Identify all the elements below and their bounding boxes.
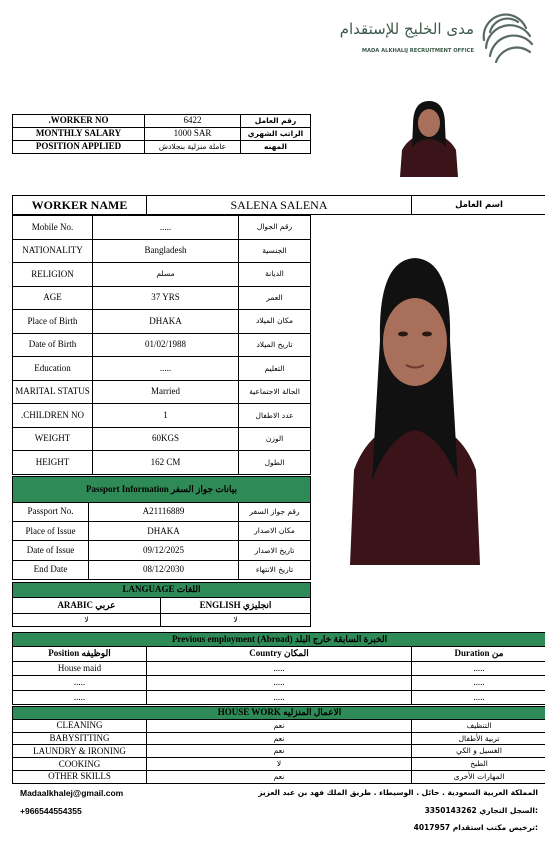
employment-duration: ..... (412, 661, 545, 675)
employment-col-country: Country المكان (147, 647, 412, 661)
worker-name-table (12, 195, 545, 215)
house-work-value: نعم (147, 732, 412, 745)
personal-row-label-ar: مكان الميلاد (239, 310, 311, 334)
personal-row-label-ar: الحالة الاجتماعية (239, 380, 311, 404)
employment-row (13, 690, 545, 704)
passport-row (13, 560, 311, 579)
worker-photo-large (320, 230, 510, 565)
house-work-row (13, 758, 545, 771)
personal-row-value: 37 YRS (93, 286, 239, 310)
personal-row (13, 239, 311, 263)
footer-cr-label: السجل التجاري: (479, 806, 538, 815)
footer-address: المملكة العربية السعودية . حائل . الوسيطاء . طريق الملك فهد بن عبد العزيز (258, 788, 538, 797)
house-work-label: CLEANING (13, 719, 147, 732)
personal-row-label: MARITAL STATUS (13, 380, 93, 404)
personal-row-value: 01/02/1988 (93, 333, 239, 357)
house-work-label: OTHER SKILLS (13, 771, 147, 784)
personal-row (13, 216, 311, 240)
personal-row-value: ..... (93, 216, 239, 240)
passport-section (12, 476, 310, 580)
footer-email: Madaalkhalej@gmail.com (20, 788, 124, 798)
employment-position: ..... (13, 676, 147, 690)
passport-row-label: End Date (13, 560, 89, 579)
personal-row (13, 451, 311, 475)
previous-employment-section (12, 632, 545, 705)
house-work-label: BABYSITTING (13, 732, 147, 745)
position-applied-label-ar: المهنه (241, 141, 311, 154)
monthly-salary-row (13, 128, 311, 141)
english-language-label: ENGLISH انجليزي (161, 598, 311, 613)
house-work-label: LAUNDRY & IRONING (13, 745, 147, 758)
personal-row-label-ar: رقم الجوال (239, 216, 311, 240)
personal-row (13, 333, 311, 357)
house-work-row (13, 745, 545, 758)
worker-no-value: 6422 (145, 115, 241, 128)
monthly-salary-value: 1000 SAR (145, 128, 241, 141)
employment-position: ..... (13, 690, 147, 704)
personal-row-value: DHAKA (93, 310, 239, 334)
personal-row (13, 427, 311, 451)
footer-phone: +966544554355 (20, 806, 82, 816)
personal-row (13, 310, 311, 334)
personal-row (13, 263, 311, 287)
personal-row-label: AGE (13, 286, 93, 310)
top-info-table (12, 114, 310, 154)
worker-name-value: SALENA SALENA (147, 196, 412, 215)
house-work-label-ar: التنظيف (412, 719, 545, 732)
personal-row-label: HEIGHT (13, 451, 93, 475)
passport-row-label-ar: تاريخ الاصدار (239, 541, 311, 560)
house-work-label-ar: المهارات الأخرى (412, 771, 545, 784)
personal-row-label: Place of Birth (13, 310, 93, 334)
passport-row-label: Date of Issue (13, 541, 89, 560)
employment-row (13, 661, 545, 675)
personal-row-label-ar: الديانة (239, 263, 311, 287)
passport-row-value: A21116889 (89, 502, 239, 521)
personal-row-label-ar: الجنسية (239, 239, 311, 263)
worker-no-label: .WORKER NO (13, 115, 145, 128)
employment-duration: ..... (412, 690, 545, 704)
personal-row-label-ar: الوزن (239, 427, 311, 451)
footer-cr-value: 3350143262 (424, 806, 477, 815)
company-logo (334, 10, 539, 70)
house-work-row (13, 719, 545, 732)
logo-english-text: MADA ALKHALIJ RECRUITMENT OFFICE (361, 48, 474, 54)
personal-row-label: Mobile No. (13, 216, 93, 240)
logo-arabic-text: مدى الخليج للإستقدام (339, 20, 474, 38)
passport-row-label-ar: مكان الاصدار (239, 522, 311, 541)
house-work-value: نعم (147, 771, 412, 784)
english-language-value: لا (161, 613, 311, 626)
footer-license (350, 823, 538, 832)
house-work-header: HOUSE WORK الاعمال المنزليه (13, 707, 545, 720)
personal-row-label-ar: عدد الاطفال (239, 404, 311, 428)
language-section (12, 582, 310, 627)
house-work-label-ar: الطبخ (412, 758, 545, 771)
passport-row-label-ar: تاريخ الانتهاء (239, 560, 311, 579)
worker-no-row (13, 115, 311, 128)
personal-row (13, 357, 311, 381)
personal-info-table (12, 215, 310, 475)
employment-country: ..... (147, 690, 412, 704)
passport-row (13, 502, 311, 521)
personal-row-label: Education (13, 357, 93, 381)
personal-row-value: مسلم (93, 263, 239, 287)
employment-col-position: Position الوظيفه (13, 647, 147, 661)
arabic-language-label: ARABIC عربي (13, 598, 161, 613)
personal-row-label: NATIONALITY (13, 239, 93, 263)
position-applied-label: POSITION APPLIED (13, 141, 145, 154)
employment-country: ..... (147, 661, 412, 675)
worker-no-label-ar: رقم العامل (241, 115, 311, 128)
personal-row-label: WEIGHT (13, 427, 93, 451)
personal-row-label-ar: تاريخ الميلاد (239, 333, 311, 357)
footer-license-label: ترخيص مكتب استقدام: (452, 823, 538, 832)
worker-name-label: WORKER NAME (13, 196, 147, 215)
passport-row-label-ar: رقم جواز السفر (239, 502, 311, 521)
passport-row-value: 09/12/2025 (89, 541, 239, 560)
personal-row-value: Married (93, 380, 239, 404)
worker-photo-small (380, 95, 478, 177)
passport-row-label: Passport No. (13, 502, 89, 521)
personal-row-label: RELIGION (13, 263, 93, 287)
personal-row (13, 404, 311, 428)
portrait-small-icon (380, 95, 478, 177)
personal-row-label: .CHILDREN NO (13, 404, 93, 428)
personal-row-value: 162 CM (93, 451, 239, 475)
monthly-salary-label: MONTHLY SALARY (13, 128, 145, 141)
passport-row (13, 541, 311, 560)
monthly-salary-label-ar: الراتب الشهري (241, 128, 311, 141)
personal-row-label-ar: الطول (239, 451, 311, 475)
employment-col-duration: Duration من (412, 647, 545, 661)
position-applied-row (13, 141, 311, 154)
passport-row-value: 08/12/2030 (89, 560, 239, 579)
house-work-label-ar: تربية الأطفال (412, 732, 545, 745)
employment-country: ..... (147, 676, 412, 690)
house-work-label: COOKING (13, 758, 147, 771)
personal-row-value: 60KGS (93, 427, 239, 451)
passport-row-value: DHAKA (89, 522, 239, 541)
passport-row (13, 522, 311, 541)
employment-duration: ..... (412, 676, 545, 690)
personal-row (13, 286, 311, 310)
passport-header: Passport Information بيانات جواز السفر (13, 477, 311, 503)
personal-row-value: Bangladesh (93, 239, 239, 263)
employment-header: Previous employment (Abroad) الخبرة السابقة خارج البلد (13, 633, 545, 647)
position-applied-value: عاملة منزلية بنجلادش (145, 141, 241, 154)
personal-row-label: Date of Birth (13, 333, 93, 357)
personal-row-value: ..... (93, 357, 239, 381)
house-work-row (13, 771, 545, 784)
arabic-language-value: لا (13, 613, 161, 626)
employment-position: House maid (13, 661, 147, 675)
passport-row-label: Place of Issue (13, 522, 89, 541)
house-work-row (13, 732, 545, 745)
house-work-value: لا (147, 758, 412, 771)
house-work-value: نعم (147, 719, 412, 732)
house-work-value: نعم (147, 745, 412, 758)
logo-emblem-icon (476, 10, 536, 70)
portrait-large-icon (320, 230, 510, 565)
footer-commercial-register (350, 806, 538, 815)
house-work-label-ar: الغسيل و الكي (412, 745, 545, 758)
house-work-section (12, 706, 545, 784)
personal-row-label-ar: العمر (239, 286, 311, 310)
personal-row (13, 380, 311, 404)
footer-license-value: 4017957 (413, 823, 451, 832)
employment-row (13, 676, 545, 690)
personal-row-value: 1 (93, 404, 239, 428)
personal-row-label-ar: التعليم (239, 357, 311, 381)
language-header: LANGUAGE اللغات (13, 583, 311, 598)
worker-name-label-ar: اسم العامل (412, 196, 545, 215)
